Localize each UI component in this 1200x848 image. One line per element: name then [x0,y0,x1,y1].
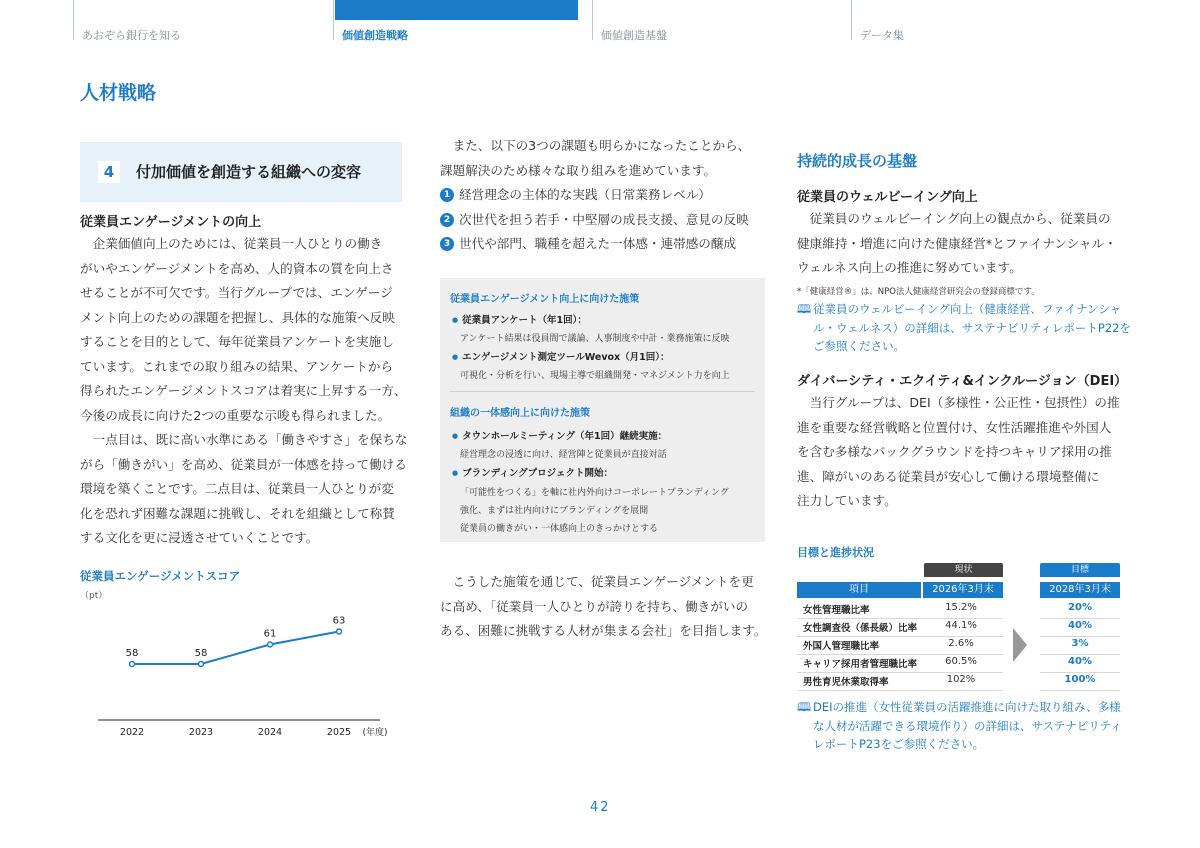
table-row [797,636,1003,655]
page-title: 人材戦略 [80,82,157,104]
text-line: 従業員のウェルビーイング向上の観点から、従業員の [809,211,1111,226]
row-item: 女性管理職比率 [803,605,870,616]
row-target: 40% [1068,620,1092,631]
arrow-right-icon [1013,628,1029,662]
x-tick-label: 2023 [188,727,214,738]
row-current: 15.2% [945,602,977,613]
data-label: 61 [263,628,277,640]
wellbeing-reference[interactable] [797,300,1131,356]
book-icon: 🕮 [797,302,812,316]
row-current: 60.5% [945,656,977,667]
text-line: 注力しています。 [797,493,897,508]
row-item: 女性調査役（係長級）比率 [803,623,918,634]
row-target: 100% [1064,674,1096,685]
table-row [797,600,1003,619]
data-point [337,629,342,634]
engagement-body [80,232,408,551]
text-line: がら「働きがい」を高め、従業員が一体感を持って働ける [80,456,407,472]
text-line: 企業価値向上のためには、従業員一人ひとりの働き [92,236,383,251]
issue-list [440,183,770,257]
text-line: 環境を築くことです。二点目は、従業員一人ひとりが変 [80,481,394,496]
data-point [268,642,273,647]
nav-active-indicator [335,0,578,20]
section-number: 4 [98,161,120,183]
row-current: 102% [946,674,976,685]
table-row-target [1040,636,1120,655]
nav-tab-value-foundation[interactable] [592,0,851,40]
table-row-target [1040,600,1120,619]
text-line: 進を重要な経営戦略と位置付け、女性活躍推進や外国人 [797,419,1112,435]
text-line: 進、障がいのある従業員が安心して働ける環境整備に [797,468,1100,484]
middle-outro [440,570,770,644]
dei-body [797,391,1127,514]
text-line: がいやエンゲージメントを高め、人的資本の質を向上さ [80,260,394,276]
text-line: せることが不可欠です。当行グループでは、エンゲージ [80,285,393,300]
col-header-target: 2028年3月末 [1040,582,1120,598]
text-line: ある、困難に挑戦する人材が集まる会社」を目指します。 [440,623,767,638]
nav-label: 価値創造戦略 [342,29,408,42]
table-row-target [1040,672,1120,691]
col-header-current: 2026年3月末 [923,582,1003,598]
nav-label: データ集 [860,29,904,42]
chart-unit: （pt） [80,591,108,601]
text-line: 今後の成長に向けた2つの重要な示唆も得られました。 [80,407,391,423]
row-target: 3% [1071,638,1089,649]
text-line: 得られたエンゲージメントスコアは着実に上昇する一方、 [80,383,407,398]
measures-box [440,278,765,542]
col-header-item: 項目 [797,582,921,598]
x-tick-label: 2024 [257,727,283,738]
wellbeing-body [797,207,1127,281]
page-number: 42 [590,800,611,815]
divider [450,391,755,392]
measure-bullet: ● ブランディングプロジェクト開始： [452,465,613,479]
issue-text: 世代や部門、職種を超えた一体感・連帯感の醸成 [459,236,737,251]
row-item: 男性育児休業取得率 [803,677,889,688]
reference-line: ご参照ください。 [813,339,905,353]
nav-tab-value-strategy[interactable] [333,0,592,40]
wellbeing-heading: 従業員のウェルビーイング向上 [797,190,978,205]
row-current: 2.6% [948,638,974,649]
measure-text: 強化、まずは社内向けにブランディングを展開 [460,506,649,516]
tag-target: 目標 [1040,563,1120,577]
data-label: 63 [332,615,346,627]
measure-text: 経営理念の浸透に向け、経営陣と従業員が直接対話 [460,450,667,460]
text-line: ウェルネス向上の推進に努めています。 [797,260,1022,275]
issue-text: 経営理念の主体的な実践（日常業務レベル） [459,187,711,202]
dei-heading: ダイバーシティ・エクイティ&インクルージョン（DEI） [797,374,1128,389]
series-line [132,632,339,665]
measure-bullet: ● エンゲージメント測定ツールWevox（月1回）： [452,349,670,363]
table-row [797,654,1003,673]
text-line: 一点目は、既に高い水準にある「働きやすさ」を保ちな [92,432,408,447]
reference-line: 🕮 従業員のウェルビーイング向上（健康経営、ファイナンシャ [797,300,1127,319]
text-line: また、以下の3つの課題も明らかになったことから、 [452,138,751,153]
text-line: することを目的として、毎年従業員アンケートを実施し [80,334,394,349]
row-current: 44.1% [945,620,977,631]
measure-bullet: ● タウンホールミーティング（年1回）継続実施： [452,428,667,442]
issue-item [440,183,770,208]
measure-text: 従業員の働きがい・一体感向上のきっかけとする [460,524,659,534]
text-line: 化を恐れず困難な課題に挑戦し、それを組織として称賛 [80,505,395,521]
reference-line: な人材が活躍できる環境作り）の詳細は、サステナビリティ [813,718,1122,733]
row-target: 20% [1068,602,1092,613]
x-tick-label: 2022 [119,727,145,738]
measure-bullet: ● 従業員アンケート（年1回）： [452,312,587,326]
reference-line: レポートP23をご参照ください。 [813,737,985,751]
measures-heading-unity: 組織の一体感向上に向けた施策 [450,408,590,419]
text-line: こうした施策を通じて、従業員エンゲージメントを更 [452,574,754,589]
engagement-score-chart [80,600,400,745]
table-row [797,618,1003,637]
nav-label: 価値創造基盤 [601,29,667,42]
middle-intro [440,134,770,183]
text-line: 健康維持・増進に向けた健康経営*とファイナンシャル・ [797,235,1117,251]
wellbeing-note: *「健康経営®」は、NPO法人健康経営研究会の登録商標です。 [797,287,1040,297]
text-line: メント向上のための課題を把握し、具体的な施策へ反映 [80,309,395,325]
issue-number-badge: 2 [440,213,454,227]
data-point [130,662,135,667]
text-line: に高め、「従業員一人ひとりが誇りを持ち、働きがいの [440,598,749,614]
issue-number-badge: 1 [440,188,454,202]
issue-number-badge: 3 [440,237,454,251]
reference-line: ル・ウェルネス）の詳細は、サステナビリティレポートP22を [813,320,1131,335]
text-line: する文化を更に浸透させていくことです。 [80,530,319,545]
nav-label: あおぞら銀行を知る [82,29,181,42]
issue-text: 次世代を担う若手・中堅層の成長支援、意見の反映 [459,211,749,227]
right-title: 持続的成長の基盤 [797,152,918,170]
data-point [199,662,204,667]
x-tick-label: 2025 [326,727,352,738]
table-row [797,672,1003,691]
engagement-heading: 従業員エンゲージメントの向上 [80,215,262,230]
tag-current: 現状 [924,563,1003,577]
nav-tab-data[interactable] [851,0,1110,40]
section-header [80,142,402,202]
measure-text: アンケート結果は役員間で議論、人事制度や中計・業務施策に反映 [460,334,730,344]
dei-reference[interactable] [797,698,1127,754]
data-label: 58 [125,648,139,659]
table-row-target [1040,618,1120,637]
measure-text: 可視化・分析を行い、現場主導で組織開発・マネジメント力を向上 [460,371,730,381]
text-line: 当行グループは、DEI（多様性・公正性・包摂性）の推 [809,395,1120,410]
row-item: キャリア採用者管理職比率 [803,659,918,670]
nav-tab-about[interactable] [73,0,332,40]
text-line: を含む多様なバックグラウンドを持つキャリア採用の推 [797,444,1112,459]
book-icon: 🕮 [797,700,812,714]
section-title: 付加価値を創造する組織への変容 [136,163,362,181]
data-label: 58 [194,648,208,659]
issue-item [440,232,770,257]
reference-line: 🕮 DEIの推進（女性従業員の活躍推進に向けた取り組み、多様 [797,698,1127,717]
text-line: ています。これまでの取り組みの結果、アンケートから [80,358,394,374]
text-line: 課題解決のため様々な取り組みを進めています。 [440,162,717,178]
measures-heading-engagement: 従業員エンゲージメント向上に向けた施策 [450,294,640,305]
table-title: 目標と進捗状況 [797,546,874,559]
chart-title: 従業員エンゲージメントスコア [80,569,241,583]
row-target: 40% [1068,656,1092,667]
row-item: 外国人管理職比率 [803,641,880,652]
issue-item [440,208,770,233]
measure-text: 「可能性をつくる」を軸に社内外向けコーポレートブランディング [460,488,729,498]
x-axis-suffix: (年度) [362,728,388,738]
table-row-target [1040,654,1120,673]
